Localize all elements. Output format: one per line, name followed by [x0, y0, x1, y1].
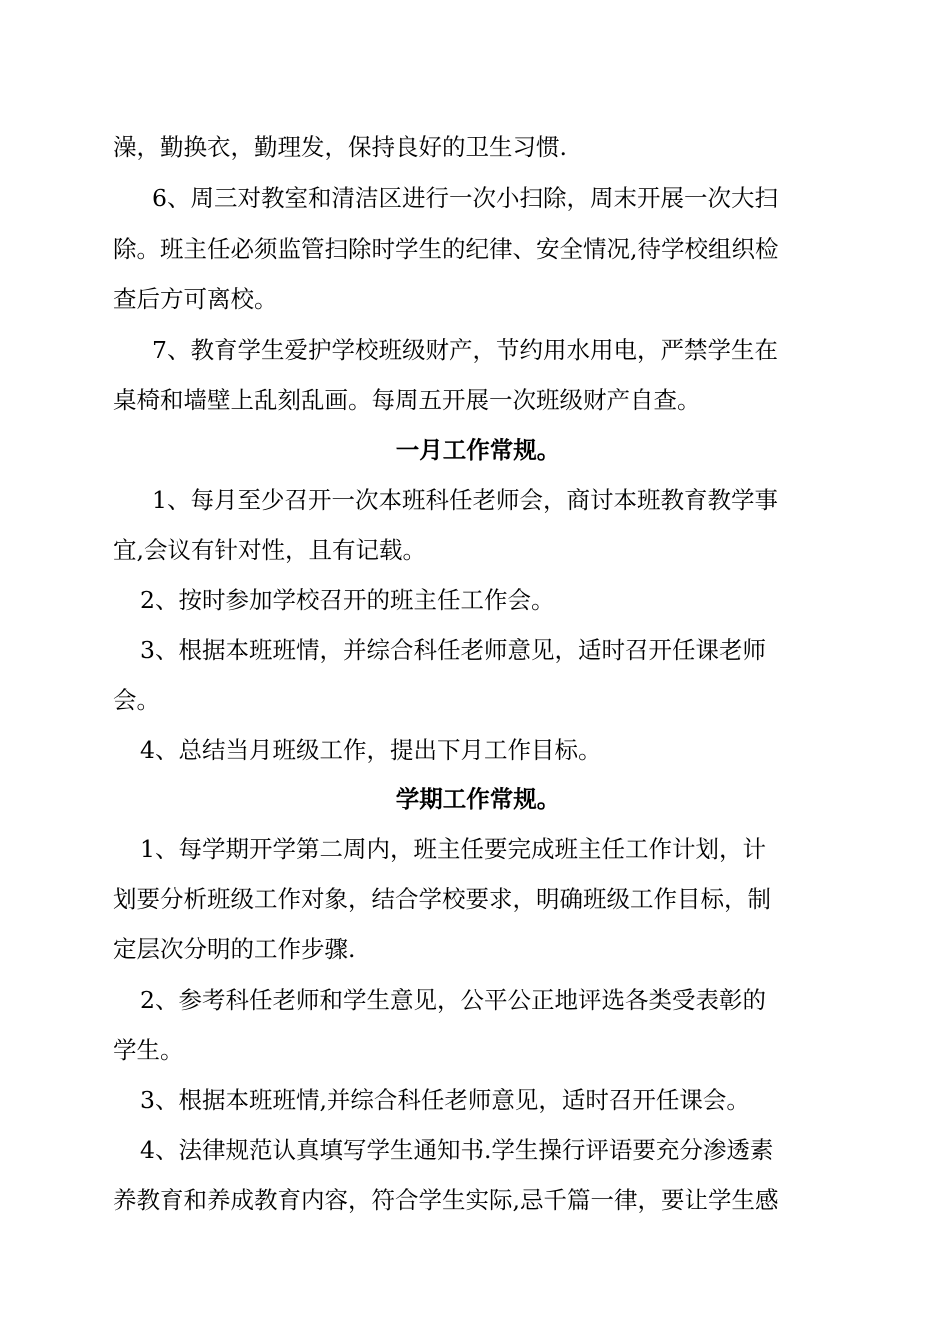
section-heading-monthly: 一月工作常规。	[395, 436, 561, 464]
paragraph-line: 养教育和养成教育内容，符合学生实际,忌千篇一律，要让学生感	[113, 1186, 779, 1214]
paragraph-line: 澡，勤换衣，勤理发，保持良好的卫生习惯.	[113, 133, 567, 161]
paragraph-line: 7、教育学生爱护学校班级财产，节约用水用电，严禁学生在	[152, 336, 778, 364]
paragraph-line: 1、每学期开学第二周内，班主任要完成班主任工作计划，计	[140, 835, 766, 863]
paragraph-line: 定层次分明的工作步骤.	[113, 935, 356, 963]
paragraph-line: 会。	[113, 686, 160, 714]
paragraph-line: 查后方可离校。	[113, 285, 278, 313]
paragraph-line: 除。班主任必须监管扫除时学生的纪律、安全情况,待学校组织检	[113, 235, 779, 263]
paragraph-line: 2、按时参加学校召开的班主任工作会。	[140, 586, 555, 614]
section-heading-semester: 学期工作常规。	[395, 785, 561, 813]
paragraph-line: 3、根据本班班情，并综合科任老师意见，适时召开任课老师	[140, 636, 766, 664]
paragraph-line: 划要分析班级工作对象，结合学校要求，明确班级工作目标，制	[113, 885, 771, 913]
paragraph-line: 桌椅和墙壁上乱刻乱画。每周五开展一次班级财产自查。	[113, 386, 701, 414]
paragraph-line: 6、周三对教室和清洁区进行一次小扫除，周末开展一次大扫	[152, 184, 778, 212]
paragraph-line: 学生。	[113, 1036, 184, 1064]
paragraph-line: 宜,会议有针对性，且有记载。	[113, 536, 426, 564]
paragraph-line: 4、法律规范认真填写学生通知书.学生操行评语要充分渗透素	[140, 1136, 774, 1164]
paragraph-line: 2、参考科任老师和学生意见，公平公正地评选各类受表彰的	[140, 986, 766, 1014]
paragraph-line: 3、根据本班班情,并综合科任老师意见，适时召开任课会。	[140, 1086, 750, 1114]
paragraph-line: 4、总结当月班级工作，提出下月工作目标。	[140, 736, 602, 764]
paragraph-line: 1、每月至少召开一次本班科任老师会，商讨本班教育教学事	[152, 486, 778, 514]
